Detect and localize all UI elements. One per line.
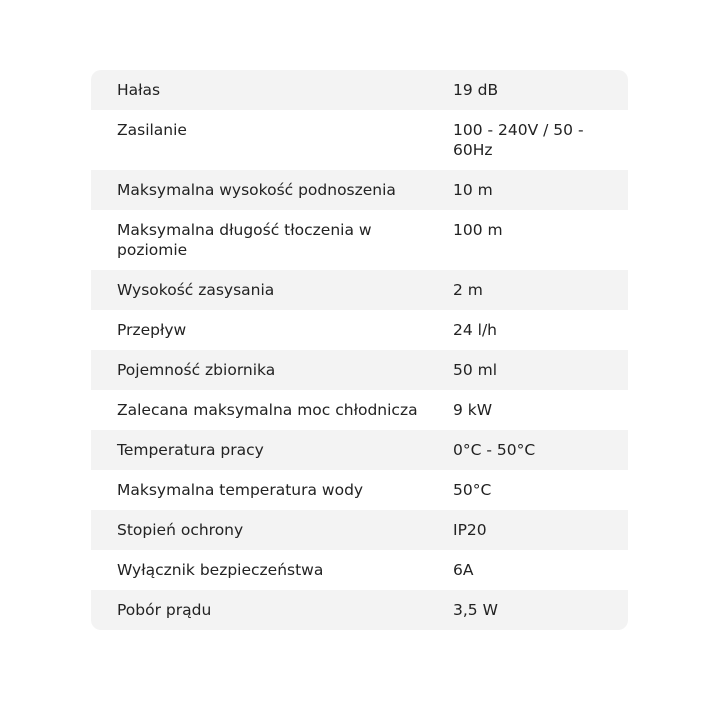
spec-value: 24 l/h	[453, 321, 498, 339]
spec-label: Przepływ	[117, 321, 187, 339]
spec-label: Pobór prądu	[117, 601, 212, 619]
spec-label: Zasilanie	[117, 121, 187, 139]
spec-row-max-lift-height	[91, 170, 628, 210]
spec-row-suction-height	[91, 270, 628, 310]
spec-value: 0°C - 50°C	[453, 441, 536, 459]
spec-row-cooling-power	[91, 390, 628, 430]
spec-value: 100 m	[453, 221, 503, 239]
spec-label: Stopień ochrony	[117, 521, 244, 539]
spec-row-tank-capacity	[91, 350, 628, 390]
spec-value: 3,5 W	[453, 601, 498, 619]
spec-row-safety-switch	[91, 550, 628, 590]
spec-row-protection-degree	[91, 510, 628, 550]
spec-value: 6A	[453, 561, 474, 579]
spec-value: 2 m	[453, 281, 483, 299]
spec-value: 50 ml	[453, 361, 498, 379]
spec-label: Zalecana maksymalna moc chłodnicza	[117, 401, 418, 419]
spec-label: Wysokość zasysania	[117, 281, 275, 299]
spec-row-power-consumption	[91, 590, 628, 630]
spec-row-operating-temperature	[91, 430, 628, 470]
spec-row-flow	[91, 310, 628, 350]
spec-value: IP20	[453, 521, 487, 539]
spec-value: 10 m	[453, 181, 493, 199]
spec-row-noise	[91, 70, 628, 110]
spec-label: Maksymalna temperatura wody	[117, 481, 364, 499]
spec-value: 100 - 240V / 50 - 60Hz	[453, 121, 584, 159]
spec-row-max-horizontal-length	[91, 210, 628, 270]
spec-label: Pojemność zbiornika	[117, 361, 276, 379]
spec-label: Hałas	[117, 81, 161, 99]
spec-label: Wyłącznik bezpieczeństwa	[117, 561, 324, 579]
spec-label: Temperatura pracy	[117, 441, 264, 459]
spec-label: Maksymalna długość tłoczenia w poziomie	[117, 221, 372, 259]
spec-label: Maksymalna wysokość podnoszenia	[117, 181, 396, 199]
spec-value: 9 kW	[453, 401, 493, 419]
spec-value: 19 dB	[453, 81, 499, 99]
spec-table	[91, 70, 628, 630]
spec-value: 50°C	[453, 481, 492, 499]
spec-row-power-supply	[91, 110, 628, 170]
spec-row-max-water-temperature	[91, 470, 628, 510]
